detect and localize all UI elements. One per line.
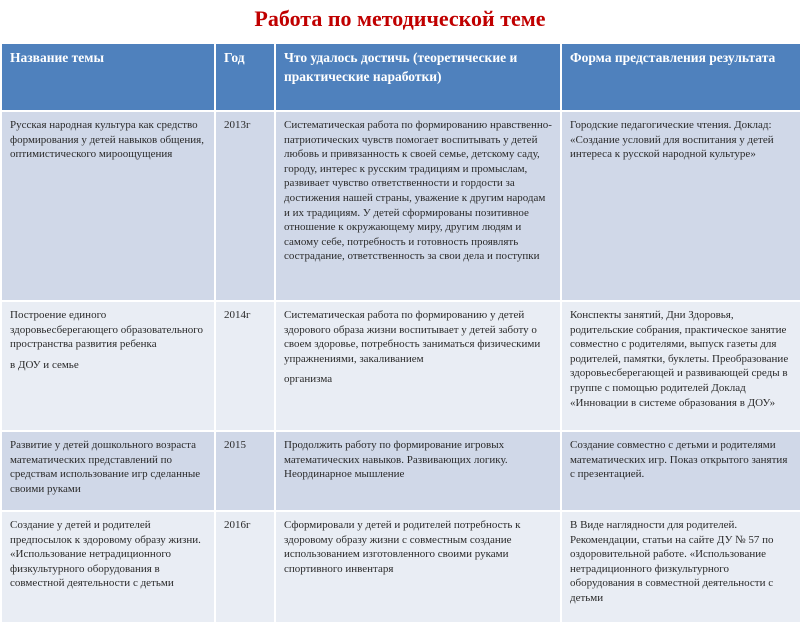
slide-title: Работа по методической теме: [254, 6, 546, 31]
table-row: [1, 111, 800, 301]
table-row: [1, 431, 800, 511]
cell-year: 2015: [215, 431, 275, 511]
topic-text: Построение единого здоровьесберегающего образовательного пространства развития ребенка: [10, 309, 204, 351]
topic-text: Русская народная культура как средство формирования у детей навыков общения, оптимистического мироощущения: [10, 119, 204, 161]
cell-year: 2016г: [215, 511, 275, 623]
cell-achieved: [275, 301, 561, 431]
cell-achieved: Сформировали у детей и родителей потребность к здоровому образу жизни с совместным создание использованием изготовленного своими руками спортивного инвентаря: [275, 511, 561, 623]
cell-result: Городские педагогические чтения. Доклад: «Создание условий для воспитания у детей интереса к русской народной культуре»: [561, 111, 800, 301]
table-row: [1, 511, 800, 623]
cell-achieved: Продолжить работу по формирование игровых математических навыков. Развивающих логику. Неординарное мышление: [275, 431, 561, 511]
cell-topic: [1, 301, 215, 431]
topic-extra-text: в ДОУ и семье: [10, 358, 79, 371]
cell-result: Конспекты занятий, Дни Здоровья, родительские собрания, практическое занятие совместно с родителями, выпуск газеты для родителей, памятки, буклеты. Преобразование здоровьесберегающей и развивающей среды в группе с помощью родителей Доклад «Инновации в системе образования в ДОУ»: [561, 301, 800, 431]
header-year: Год: [215, 43, 275, 111]
table-row: [1, 301, 800, 431]
cell-year: 2014г: [215, 301, 275, 431]
cell-result: Создание совместно с детьми и родителями математических игр. Показ открытого занятия с презентацией.: [561, 431, 800, 511]
cell-topic: Развитие у детей дошкольного возраста математических представлений по средствам использование игр сделанные своими руками: [1, 431, 215, 511]
methodology-table: [0, 42, 800, 624]
cell-year: 2013г: [215, 111, 275, 301]
cell-topic: Создание у детей и родителей предпосылок к здоровому образу жизни. «Использование нетрадиционного физкультурного оборудования в совместной деятельности с детьми: [1, 511, 215, 623]
cell-achieved: Систематическая работа по формированию нравственно-патриотических чувств помогает воспитывать у детей любовь и привязанность к своей семье, детскому саду, городу, интерес к русским традициям и промыслам, развивает чувство ответственности и гордости за достижения нашей страны, уважение к другим народам и их традициям. У детей сформированы позитивное отношение к окружающему миру, другим людям и самому себе, потребность и готовность проявлять сострадание, ответственность за свои дела и поступки: [275, 111, 561, 301]
header-achieved: Что удалось достичь (теоретические и практические наработки): [275, 43, 561, 111]
achieved-extra-text: организма: [284, 373, 333, 386]
header-result: Форма представления результата: [561, 43, 800, 111]
cell-topic: [1, 111, 215, 301]
cell-result: В Виде наглядности для родителей. Рекомендации, статьи на сайте ДУ № 57 по оздоровительной работе. «Использование нетрадиционного физкультурного оборудования в совместной деятельности с детьми: [561, 511, 800, 623]
header-topic: Название темы: [1, 43, 215, 111]
table-header-row: [1, 43, 800, 111]
achieved-text: Систематическая работа по формированию у детей здорового образа жизни воспитывает у детей заботу о своем здоровье, потребность заниматься физическими упражнениями, закаливанием: [284, 309, 541, 365]
